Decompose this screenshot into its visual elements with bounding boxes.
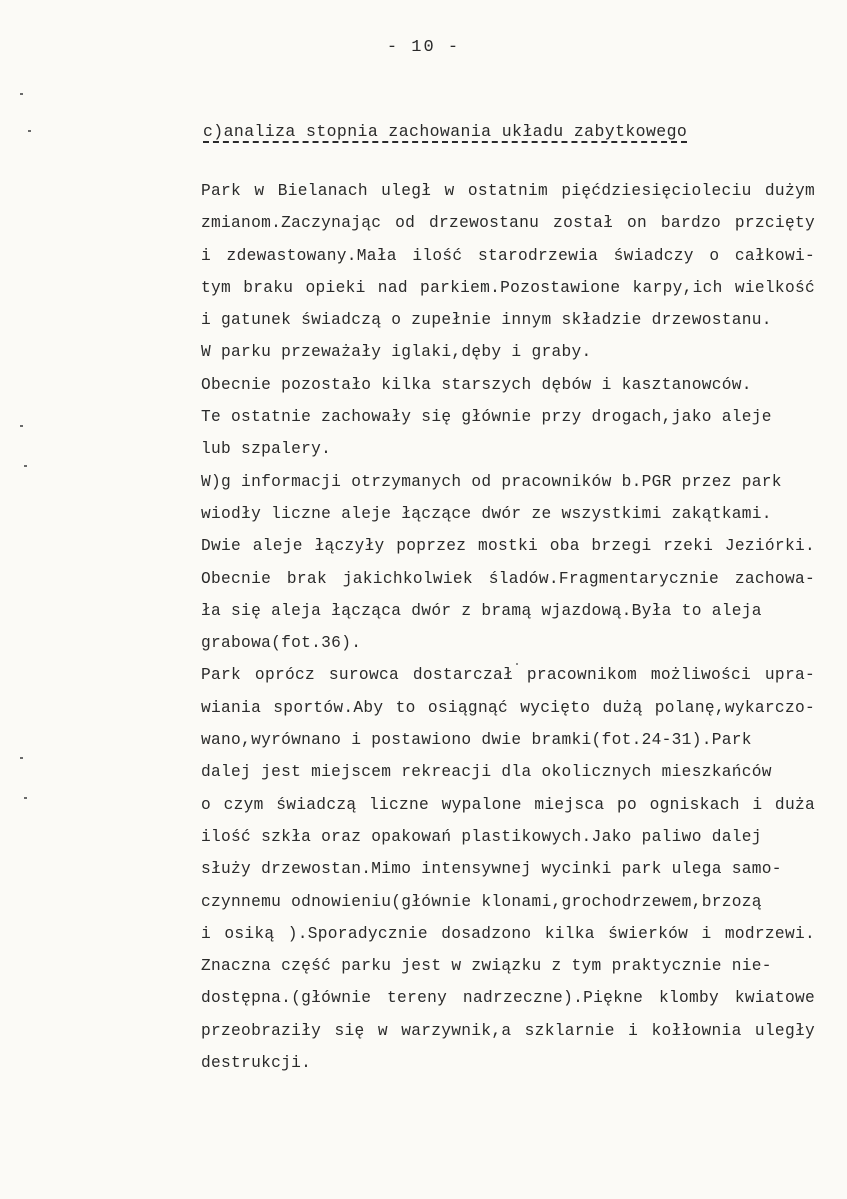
body-text — [201, 175, 821, 1079]
text-line: dostępna.(głównie tereny nadrzeczne).Piękne klomby kwiatowe — [201, 989, 815, 1008]
margin-mark — [20, 757, 23, 759]
margin-mark — [20, 425, 23, 427]
page-number: - 10 - — [386, 38, 461, 57]
text-line: Dwie aleje łączyły poprzez mostki oba brzegi rzeki Jeziórki. — [201, 537, 815, 556]
text-line: przeobraziły się w warzywnik,a szklarnie i kołłownia uległy — [201, 1021, 815, 1040]
text-line: ła się aleja łącząca dwór z bramą wjazdową.Była to aleja — [201, 601, 762, 620]
text-line: i gatunek świadczą o zupełnie innym składzie drzewostanu. — [201, 311, 772, 330]
text-line: wiania sportów.Aby to osiągnąć wycięto dużą polanę,wykarczo- — [201, 698, 815, 717]
text-line: grabowa(fot.36). — [201, 634, 362, 653]
text-line: zmianom.Zaczynając od drzewostanu został on bardzo przcięty — [201, 214, 815, 233]
text-line: destrukcji. — [201, 1054, 312, 1073]
text-line: i zdewastowany.Mała ilość starodrzewia świadczy o całkowi- — [201, 246, 815, 265]
text-line: W parku przeważały iglaki,dęby i graby. — [201, 343, 592, 362]
text-line: wiodły liczne aleje łączące dwór ze wszystkimi zakątkami. — [201, 504, 772, 523]
margin-mark — [28, 130, 31, 132]
margin-mark — [24, 465, 27, 467]
text-line: W)g informacji otrzymanych od pracowników b.PGR przez park — [201, 472, 782, 491]
text-line: o czym świadczą liczne wypalone miejsca po ogniskach i duża — [201, 795, 815, 814]
text-line: służy drzewostan.Mimo intensywnej wycinki park ulega samo- — [201, 860, 782, 879]
text-line: Obecnie pozostało kilka starszych dębów i kasztanowców. — [201, 375, 752, 394]
text-line: Obecnie brak jakichkolwiek śladów.Fragmentarycznie zachowa- — [201, 569, 815, 588]
text-line: lub szpalery. — [201, 440, 332, 459]
stray-dot — [516, 663, 518, 665]
text-line: tym braku opieki nad parkiem.Pozostawione karpy,ich wielkość — [201, 278, 815, 297]
text-line: wano,wyrównano i postawiono dwie bramki(fot.24-31).Park — [201, 731, 752, 750]
text-line: Park oprócz surowca dostarczał pracownikom możliwości upra- — [201, 666, 815, 685]
text-line: czynnemu odnowieniu(głównie klonami,grochodrzewem,brzozą — [201, 892, 762, 911]
text-line: ilość szkła oraz opakowań plastikowych.Jako paliwo dalej — [201, 827, 762, 846]
text-line: i osiką ).Sporadycznie dosadzono kilka świerków i modrzewi. — [201, 924, 815, 943]
text-line: dalej jest miejscem rekreacji dla okolicznych mieszkańców — [201, 763, 772, 782]
text-line: Park w Bielanach uległ w ostatnim pięćdziesięcioleciu dużym — [201, 182, 815, 200]
margin-mark — [24, 797, 27, 799]
text-line: Te ostatnie zachowały się głównie przy drogach,jako aleje — [201, 408, 772, 427]
section-heading: c)analiza stopnia zachowania układu zabytkowego — [203, 122, 688, 141]
text-line: Znaczna część parku jest w związku z tym praktycznie nie- — [201, 957, 772, 976]
margin-mark — [20, 93, 23, 95]
